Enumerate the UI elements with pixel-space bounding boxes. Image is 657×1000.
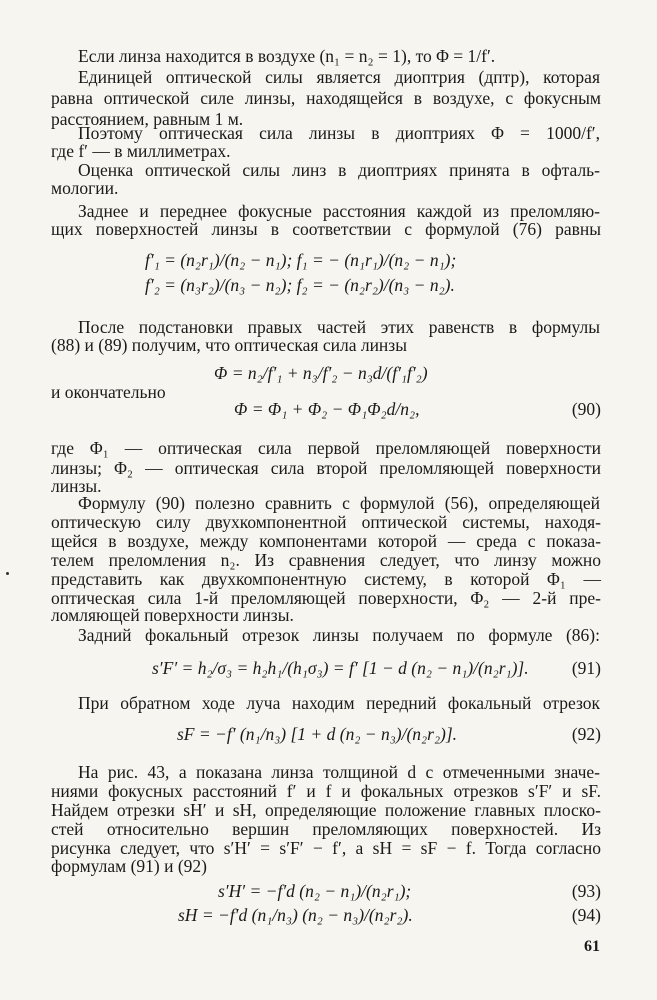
text-line: формулам (91) и (92) <box>51 856 208 876</box>
text-line: и окончательно <box>51 382 166 402</box>
text-line: стей относительно вершин преломляющих поверхностей. Из <box>51 819 601 839</box>
text-line: линзы. <box>51 476 102 496</box>
text-line: щих поверхностей линзы в соответствии с формулой (76) равны <box>51 219 601 239</box>
equation-93: s′H′ = −f′d (n₂ − n₁)/(n₂r₁); <box>218 881 412 901</box>
equation-number: (90) <box>571 399 601 419</box>
text-line: Оценка оптической силы линз в диоптриях принята в офталь- <box>78 160 600 180</box>
text-line: рисунка следует, что s′H′ = s′F′ − f′, а sH = sF − f. Тогда согласно <box>51 838 601 858</box>
equation-94: sH = −f′d (n₁/n₃) (n₂ − n₃)/(n₂r₂). <box>178 905 413 925</box>
text-line: равна оптической силе линзы, находящейся в воздухе, с фокусным <box>51 88 601 108</box>
equation-focal-2: f′₂ = (n₃r₂)/(n₃ − n₂); f₂ = − (n₂r₂)/(n₃ − n₂). <box>145 275 455 295</box>
text-line: Единицей оптической силы является диоптрия (дптр), которая <box>78 67 600 87</box>
text-line: где Φ₁ — оптическая сила первой преломляющей поверхности <box>51 438 601 458</box>
equation-number: (93) <box>571 881 601 901</box>
text-line: Если линза находится в воздухе (n₁ = n₂ = 1), то Φ = 1/f′. <box>78 46 496 66</box>
text-line: щейся в воздухе, между компонентами которой — среда с показа- <box>51 531 601 551</box>
equation-number: (94) <box>571 905 601 925</box>
page-number: 61 <box>584 938 600 955</box>
equation-90: Φ = Φ₁ + Φ₂ − Φ₁Φ₂d/n₂, <box>234 399 420 419</box>
text-line: мологии. <box>51 178 119 198</box>
margin-dot <box>6 572 9 575</box>
text-line: (88) и (89) получим, что оптическая сила линзы <box>51 335 407 355</box>
text-line: оптическая сила 1-й преломляющей поверхности, Φ₂ — 2-й пре- <box>51 588 601 608</box>
equation-number: (92) <box>571 724 601 744</box>
text-line: оптическую силу двухкомпонентной оптической системы, находя- <box>51 512 601 532</box>
text-line: Найдем отрезки sH′ и sH, определяющие положение главных плоско- <box>51 800 601 820</box>
text-line: Формулу (90) полезно сравнить с формулой (56), определяющей <box>78 493 600 513</box>
equation-phi: Φ = n₂/f′₁ + n₃/f′₂ − n₃d/(f′₁f′₂) <box>214 363 428 383</box>
text-line: ниями фокусных расстояний f′ и f и фокальных отрезков s′F′ и sF. <box>51 781 601 801</box>
equation-number: (91) <box>571 658 601 678</box>
text-line: При обратном ходе луча находим передний фокальный отрезок <box>78 693 600 713</box>
text-line: расстоянием, равным 1 м. <box>51 109 244 129</box>
text-line: линзы; Φ₂ — оптическая сила второй преломляющей поверхности <box>51 458 601 478</box>
text-line: ломляющей поверхности линзы. <box>51 605 294 625</box>
text-line: телем преломления n₂. Из сравнения следует, что линзу можно <box>51 550 601 570</box>
text-line: Задний фокальный отрезок линзы получаем по формуле (86): <box>78 625 600 645</box>
text-line: После подстановки правых частей этих равенств в формулы <box>78 317 600 337</box>
text-line: Поэтому оптическая сила линзы в диоптриях Φ = 1000/f′, <box>78 123 600 143</box>
text-line: На рис. 43, а показана линза толщиной d с отмеченными значе- <box>78 762 600 782</box>
equation-92: sF = −f′ (n₁/n₃) [1 + d (n₂ − n₃)/(n₂r₂)]. <box>177 724 458 744</box>
text-line: представить как двухкомпонентную систему, в которой Φ₁ — <box>51 569 601 589</box>
equation-91: s′F′ = h₂/σ₃ = h₂h₁/(h₁σ₃) = f′ [1 − d (n₂ − n₁)/(n₂r₁)]. <box>152 658 529 678</box>
text-line: Заднее и переднее фокусные расстояния каждой из преломляю- <box>78 201 600 221</box>
equation-focal-1: f′₁ = (n₂r₁)/(n₂ − n₁); f₁ = − (n₁r₁)/(n₂ − n₁); <box>145 250 457 270</box>
text-line: где f′ — в миллиметрах. <box>51 141 231 161</box>
